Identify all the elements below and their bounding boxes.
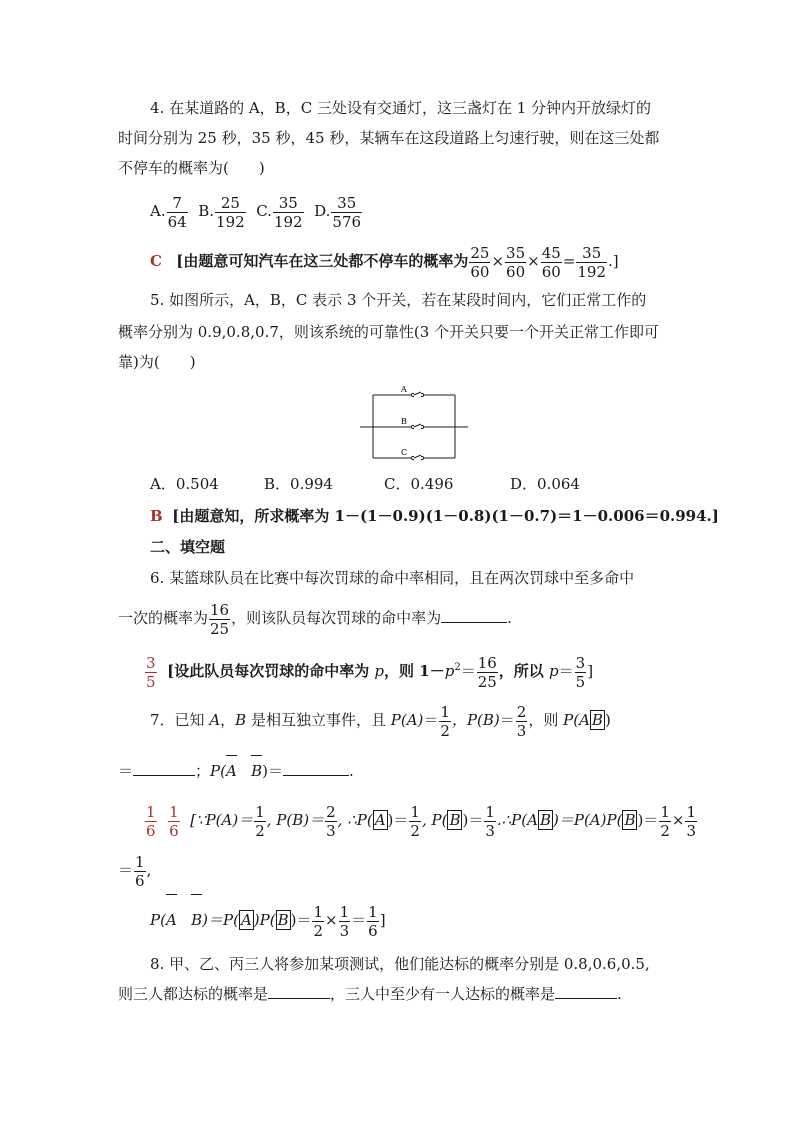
q4-option-b-fraction: $\frac{25}{192}$ bbox=[216, 193, 245, 231]
exponent: 2 bbox=[454, 662, 461, 673]
prob-label: P( bbox=[150, 911, 166, 929]
equals-sign: ＝ bbox=[423, 711, 439, 729]
q7-line1 bbox=[150, 700, 611, 740]
q7-s-fraction-7: $\frac{1}{6}$ bbox=[135, 852, 145, 890]
q7-solution-text-9: )＝ bbox=[637, 811, 659, 829]
q7-solution-text-7: .∴P(A bbox=[496, 811, 538, 829]
q8-line2 bbox=[118, 984, 622, 1004]
q4-line1: 4. 在某道路的 A，B，C 三处设有交通灯，这三盏灯在 1 分钟内开放绿灯的 bbox=[150, 99, 652, 117]
times-sign: × bbox=[491, 252, 505, 270]
q5-option-a: A．0.504 bbox=[150, 475, 219, 493]
q7-answer-1: $\frac{1}{6}$ bbox=[146, 802, 156, 840]
q6-solution bbox=[144, 648, 593, 691]
q7-solution-text-10: )＝P( bbox=[202, 911, 239, 929]
q8-line1: 8. 甲、乙、丙三人将参加某项测试，他们能达标的概率分别是 0.8,0.6,0.5, bbox=[150, 955, 650, 973]
q7-solution-line3 bbox=[150, 900, 386, 940]
q4-line2: 时间分别为 25 秒，35 秒，45 秒，某辆车在这段道路上匀速行驶，则在这三处都 bbox=[118, 129, 660, 147]
switch-c-label: C bbox=[401, 448, 408, 457]
q4-option-d-label: D. bbox=[314, 202, 331, 220]
q7-solution-text-6: )＝ bbox=[462, 811, 484, 829]
q5-line3: 靠)为( ) bbox=[118, 353, 196, 371]
times-sign: × bbox=[527, 252, 540, 270]
q7-line2 bbox=[118, 761, 354, 781]
equals-sign: ＝ bbox=[118, 762, 134, 780]
q4-option-a-fraction: $\frac{7}{64}$ bbox=[167, 193, 187, 231]
p-var: p bbox=[444, 662, 455, 680]
q4-fraction-4: $\frac{35}{192}$ bbox=[577, 243, 607, 281]
q7-s-fraction-2: $\frac{2}{3}$ bbox=[326, 802, 336, 840]
period: . bbox=[507, 609, 512, 627]
period: . bbox=[349, 762, 354, 780]
p-var: p bbox=[549, 662, 559, 680]
q7-solution-line2 bbox=[118, 850, 151, 890]
q7-s-fraction-9: $\frac{1}{3}$ bbox=[339, 902, 350, 940]
q7-s-fraction-6: $\frac{1}{3}$ bbox=[686, 802, 696, 840]
q4-option-b-label: B. bbox=[198, 202, 215, 220]
switch-b-label: B bbox=[401, 417, 407, 426]
equals-sign: = bbox=[562, 252, 576, 270]
comma: ， bbox=[220, 711, 236, 729]
q4-option-c-fraction: $\frac{35}{192}$ bbox=[273, 193, 303, 231]
q7-solution-text-5: , P( bbox=[421, 811, 448, 829]
q6-solution-text-b: ，则 1－ bbox=[384, 662, 445, 680]
q5-solution-text: [由题意知，所求概率为 1－(1－0.9)(1－0.8)(1－0.7)＝1－0.006＝0.994.] bbox=[172, 507, 719, 525]
q7-s-fraction-8: $\frac{1}{2}$ bbox=[313, 902, 324, 940]
q4-options bbox=[150, 191, 363, 231]
times-sign: × bbox=[671, 811, 685, 829]
times-sign: × bbox=[325, 911, 338, 929]
q6-answer-fraction: $\frac{3}{5}$ bbox=[146, 653, 156, 691]
section-title: 二、填空题 bbox=[150, 538, 226, 556]
event-a: A bbox=[209, 711, 221, 729]
q7-text-b: 是相互独立事件，且 bbox=[246, 711, 391, 729]
b-complement: B bbox=[591, 711, 603, 729]
semicolon: ； bbox=[195, 762, 211, 780]
b-complement: B bbox=[539, 811, 551, 829]
q5-option-c: C．0.496 bbox=[384, 475, 454, 493]
a-complement: A bbox=[374, 811, 386, 829]
equals-sign: ＝ bbox=[499, 711, 515, 729]
a-complement: A bbox=[240, 911, 252, 929]
q7-s-fraction-3: $\frac{1}{2}$ bbox=[410, 802, 420, 840]
q6-fraction: $\frac{16}{25}$ bbox=[210, 600, 230, 638]
equals-sign: ＝ bbox=[558, 662, 574, 680]
q7-s-fraction-1: $\frac{1}{2}$ bbox=[255, 802, 265, 840]
q7-s-fraction-4: $\frac{1}{3}$ bbox=[485, 802, 495, 840]
q6-text-a: 一次的概率为 bbox=[118, 609, 209, 627]
q4-option-a-label: A. bbox=[150, 202, 166, 220]
q5-answer: B bbox=[150, 507, 163, 525]
bracket-close: ] bbox=[587, 662, 594, 680]
q4-solution bbox=[150, 241, 619, 281]
q4-solution-text: [由题意可知汽车在这三处都不停车的概率为 bbox=[176, 252, 469, 270]
q4-option-c-label: C. bbox=[256, 202, 272, 220]
b-complement: B bbox=[191, 900, 202, 940]
q6-solution-text-a: [设此队员每次罚球的命中率为 bbox=[167, 662, 375, 680]
q6-solution-text-d: ，所以 bbox=[498, 662, 550, 680]
q5-option-b: B．0.994 bbox=[264, 475, 333, 493]
event-b: B bbox=[235, 711, 247, 729]
q8-answer-blank-1[interactable] bbox=[268, 984, 330, 999]
q6-line2 bbox=[118, 598, 512, 638]
equals-sign: ＝ bbox=[118, 861, 134, 879]
q6-answer-blank[interactable] bbox=[441, 608, 507, 623]
prob-b: ，P(B) bbox=[451, 711, 500, 729]
prob-a: P(A) bbox=[390, 711, 424, 729]
equals-sign: ＝ bbox=[351, 911, 367, 929]
q8-text-a: 则三人都达标的概率是 bbox=[118, 985, 269, 1003]
q8-answer-blank-2[interactable] bbox=[555, 984, 617, 999]
q7-solution-text-11: )P( bbox=[253, 911, 276, 929]
q5-line1: 5. 如图所示，A，B，C 表示 3 个开关，若在某段时间内，它们正常工作的 bbox=[150, 291, 647, 309]
prob-label: P( bbox=[210, 762, 226, 780]
b-complement: B bbox=[624, 811, 636, 829]
q7-answer-blank-1[interactable] bbox=[133, 761, 195, 776]
q7-solution-text-2: , P(B)＝ bbox=[266, 811, 325, 829]
solution-end: .] bbox=[608, 252, 619, 270]
comma: , bbox=[146, 861, 152, 879]
q5-line2: 概率分别为 0.9,0.8,0.7，则该系统的可靠性(3 个开关只要一个开关正常工作即可 bbox=[118, 323, 660, 341]
q5-solution bbox=[150, 506, 719, 526]
q6-text-b: ，则该队员每次罚球的命中率为 bbox=[231, 609, 442, 627]
paren-close: ) bbox=[604, 711, 611, 729]
switch-a-label: A bbox=[401, 385, 407, 394]
a-complement: A bbox=[225, 762, 237, 780]
q7-solution-text-1: [∵P(A)＝ bbox=[190, 811, 254, 829]
bracket-close: ] bbox=[379, 911, 386, 929]
q7-s-fraction-5: $\frac{1}{2}$ bbox=[660, 802, 670, 840]
q7-solution-text-3: , ∴P( bbox=[337, 811, 373, 829]
q4-option-d-fraction: $\frac{35}{576}$ bbox=[332, 193, 362, 231]
q7-solution-text-4: )＝ bbox=[387, 811, 409, 829]
q7-s-fraction-10: $\frac{1}{6}$ bbox=[368, 902, 378, 940]
q8-text-b: ，三人中至少有一人达标的概率是 bbox=[330, 985, 556, 1003]
q5-option-d: D．0.064 bbox=[510, 475, 580, 493]
q7-answer-2: $\frac{1}{6}$ bbox=[169, 802, 179, 840]
b-complement: B bbox=[449, 811, 461, 829]
a-complement: A bbox=[166, 900, 177, 940]
q7-solution-text-12: )＝ bbox=[290, 911, 312, 929]
q7-fraction-1: $\frac{1}{2}$ bbox=[440, 702, 450, 740]
p-var: p bbox=[374, 662, 385, 680]
b-complement: B bbox=[251, 762, 263, 780]
q7-text-d: )＝ bbox=[262, 762, 284, 780]
q4-line3: 不停车的概率为( ) bbox=[118, 159, 265, 177]
q7-fraction-2: $\frac{2}{3}$ bbox=[516, 702, 527, 740]
q4-answer: C bbox=[150, 252, 162, 270]
q7-answer-blank-2[interactable] bbox=[283, 761, 349, 776]
equals-sign: ＝ bbox=[460, 662, 476, 680]
q4-fraction-2: $\frac{35}{60}$ bbox=[506, 243, 526, 281]
prob-ab: P(A bbox=[563, 711, 590, 729]
b-complement: B bbox=[277, 911, 289, 929]
q4-fraction-1: $\frac{25}{60}$ bbox=[470, 243, 490, 281]
q7-solution-text-8: )＝P(A)P( bbox=[553, 811, 623, 829]
period: . bbox=[617, 985, 622, 1003]
q6-solution-fraction: $\frac{16}{25}$ bbox=[477, 653, 497, 691]
q6-result-fraction: $\frac{3}{5}$ bbox=[575, 653, 586, 691]
q7-text-c: ，则 bbox=[528, 711, 564, 729]
q7-text-a: 7．已知 bbox=[150, 711, 210, 729]
q7-solution-line1 bbox=[144, 800, 698, 840]
q6-line1: 6. 某篮球队员在比赛中每次罚球的命中率相同，且在两次罚球中至多命中 bbox=[150, 569, 635, 587]
q4-fraction-3: $\frac{45}{60}$ bbox=[541, 243, 561, 281]
switch-circuit-diagram bbox=[358, 383, 478, 463]
